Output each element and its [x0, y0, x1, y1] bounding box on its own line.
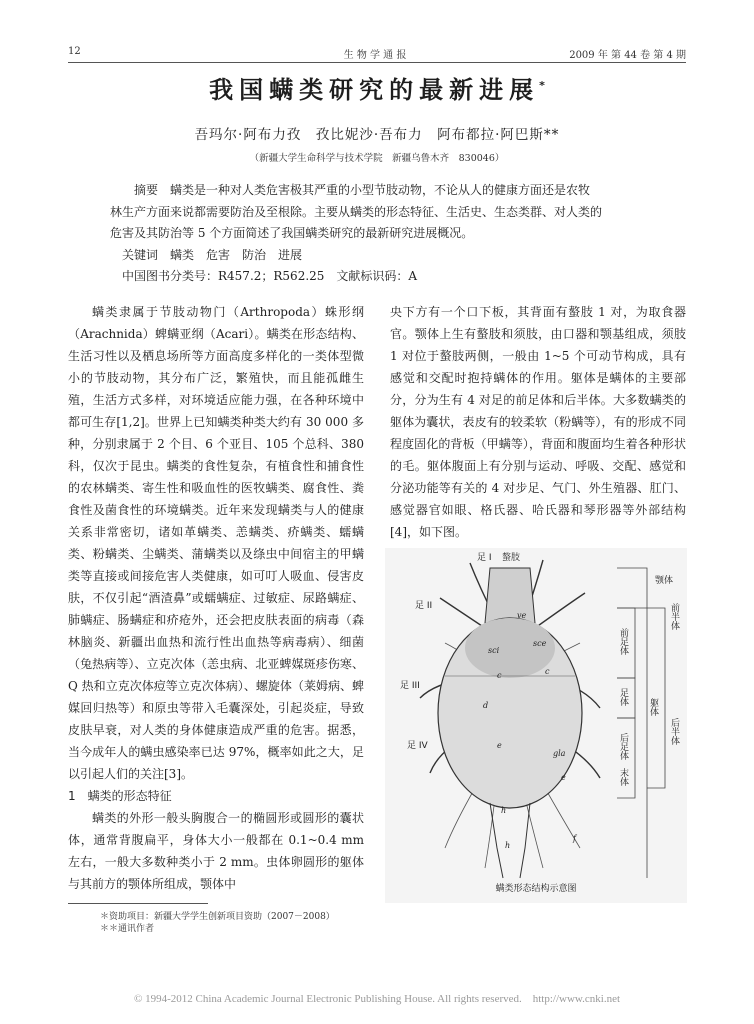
label-c2: c	[545, 667, 550, 676]
journal-name: 生 物 学 通 报	[343, 50, 407, 61]
title-mark: *	[539, 79, 545, 92]
label-e2: e	[561, 773, 566, 782]
label-leg-2: 足 II	[415, 601, 433, 611]
footnote-rule	[68, 903, 208, 904]
label-h2: h	[505, 841, 511, 850]
gnathosoma-shape	[485, 568, 535, 623]
label-h1: h	[501, 806, 507, 815]
label-f2: f	[573, 834, 576, 843]
footnote-fund: ＊资助项目：新疆大学学生创新项目资助（2007－2008）	[100, 912, 335, 922]
label-hysterosoma: 末体	[618, 768, 628, 786]
abstract-line-2: 林生产方面来说都需要防治及至根除。主要从螨类的形态特征、生活史、生态类群、对人类的	[110, 204, 603, 219]
label-sce: sce	[533, 639, 547, 648]
issue-info: 2009 年 第 44 卷 第 4 期	[569, 50, 686, 61]
left-column	[68, 301, 364, 895]
propodosoma-shade	[465, 618, 555, 678]
mite-figure	[385, 548, 687, 903]
label-propodosoma: 前足体	[618, 628, 628, 655]
title-text: 我国螨类研究的最新进展	[209, 76, 540, 104]
label-sci: sci	[488, 646, 500, 655]
right-column-paragraph: 央下方有一个口下板，其背面有螯肢 1 对，为取食器官。颚体上生有螯肢和须肢，由口器和颚基组成，须肢 1 对位于螯肢两侧，一般由 1~5 个可动节构成，具有感觉和交配时抱持螨体的作用。躯体是螨体的主要部分，分为生有 4 对足的前足体和后半体。大多数螨类的躯体为囊状，表皮有的较柔软（粉螨等），有的形成不同程度固化的背板（甲螨等），背面和腹面均生着各种形状的毛。躯体腹面上有分别与运动、呼吸、交配、感觉和分泌功能等有关的 4 对步足、气门、外生殖器、肛门、感觉器官如眼、格氏器、哈氏器和琴形器等外部结构[4]，如下图。	[390, 305, 686, 539]
mite-diagram	[385, 548, 687, 903]
label-chelicera: 螯肢	[502, 553, 521, 563]
abstract-line-3: 危害及其防治等 5 个方面简述了我国螨类研究的最新研究进展概况。	[110, 226, 474, 240]
copyright-footer: © 1994-2012 China Academic Journal Electronic Publishing House. All rights reserved. http://www.cnki.net	[133, 993, 621, 1005]
authors: 吾玛尔·阿布力孜 孜比妮沙·吾布力 阿布都拉·阿巴斯**	[194, 127, 560, 143]
label-leg-3: 足 III	[400, 681, 420, 691]
abstract	[110, 180, 655, 288]
label-postpodosoma: 后足体	[618, 733, 628, 760]
intro-paragraph: 螨类隶属于节肢动物门（Arthropoda）蛛形纲（Arachnida）蜱螨亚纲（Acari）。螨类在形态结构、生活习性以及栖息场所等方面高度多样化的一类体型微小的节肢动物，其分布广泛，繁殖快，而且能孤雌生殖，生活方式多样，对环境适应能力强，在各种环境中都可生存[1,2]。世界上已知螨类种类大约有 30 000 多种，分别隶属于 2 个目、6 个亚目、105 个总科、380 科，仅次于昆虫。螨类的食性复杂，有植食性和捕食性的农林螨类、寄生性和吸血性的医牧螨类、腐食性、粪食性及菌食性的环境螨类。近年来发现螨类与人的健康关系非常密切，诸如革螨类、恙螨类、疥螨类、蠕螨类、粉螨类、尘螨类、蒲螨类以及绦虫中间宿主的甲螨类等直接或间接危害人类健康，如可叮人吸血、侵害皮肤，不仅引起“酒渣鼻”或蠕螨症、过敏症、尿路螨症、肺螨症、肠螨症和疥疮外，还会把皮肤表面的病毒（森林脑炎、新疆出血热和流行性出血热等病毒病）、细菌（兔热病等）、立克次体（恙虫病、北亚蜱媒斑疹伤寒、Q 热和立克次体痘等立克次体病）、螺旋体（莱姆病、蜱媒回归热等）和原虫等带入毛囊深处，引起炎症，导致皮肤早衰，对人类的身体健康造成严重的危害。据悉，当今成年人的螨虫感染率已达 97%，概率如此之大，足以引起人们的关注[3]。	[68, 305, 364, 781]
label-gnathosoma: 颚体	[655, 576, 674, 586]
section-1-paragraph: 螨类的外形一般头胸腹合一的椭圆形或圆形的囊状体，通常背腹扁平，身体大小一般都在 0.1~0.4 mm 左右，一般大多数种类小于 2 mm。虫体卵圆形的躯体与其前方的颚体所组成，颚体中	[68, 811, 364, 891]
label-leg-1: 足 I	[477, 553, 492, 563]
label-gla: gla	[553, 749, 566, 758]
abstract-line-1: 摘要 螨类是一种对人类危害极其严重的小型节肢动物，不论从人的健康方面还是农牧	[134, 183, 591, 197]
label-leg-4: 足 IV	[407, 741, 428, 751]
keywords: 关键词 螨类 危害 防治 进展	[122, 247, 303, 262]
label-d1: d	[483, 701, 489, 710]
label-ve: ve	[517, 611, 527, 620]
section-1-heading: 1 螨类的形态特征	[68, 789, 172, 803]
figure-caption: 螨类形态结构示意图	[495, 884, 577, 894]
header-rule	[68, 62, 686, 63]
label-idiosoma: 躯体	[648, 698, 658, 716]
page-number: 12	[68, 46, 81, 57]
classification: 中国图书分类号：R457.2；R562.25 文献标识码：A	[122, 269, 418, 283]
label-podosoma: 足体	[618, 688, 628, 706]
label-e1: e	[497, 741, 502, 750]
label-prosoma: 前半体	[669, 603, 679, 630]
footnote-corresponding: ＊＊通讯作者	[100, 924, 155, 934]
right-column	[390, 301, 686, 543]
label-c1: c	[497, 671, 502, 680]
affiliation: （新疆大学生命科学与技术学院 新疆乌鲁木齐 830046）	[249, 153, 505, 164]
label-opisthosoma: 后半体	[669, 718, 679, 745]
article-title	[0, 70, 754, 105]
